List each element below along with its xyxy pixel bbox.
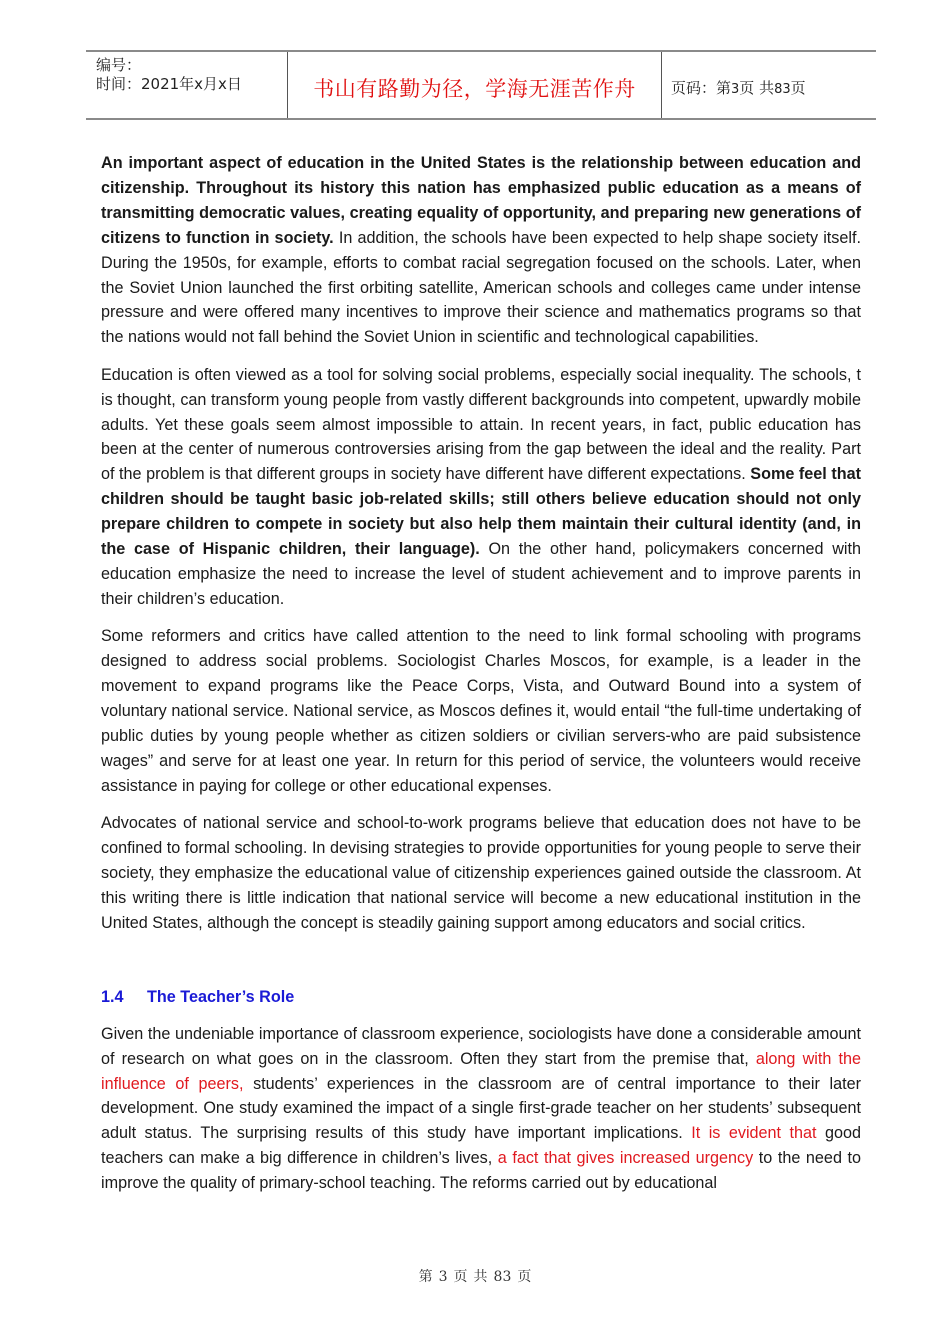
section-number: 1.4 (101, 987, 124, 1006)
page-current: 3 (731, 82, 740, 97)
document-number-label: 编号： (96, 56, 142, 74)
page-mid: 页 共 (739, 79, 775, 97)
document-body (101, 151, 861, 1209)
paragraph-education-citizenship (101, 151, 861, 350)
body-text: good teachers can make a big difference in children’s lives, (101, 1124, 861, 1168)
page-total: 83 (774, 82, 791, 97)
footer-total-prefix: 共 (473, 1269, 488, 1285)
body-text: On the other hand, policymakers concerned with education emphasize the need to increase the level of student achievement and to improve parents in their children’s education. (101, 540, 861, 608)
header-motto-cell (287, 52, 662, 118)
footer-total-pages: 83 (493, 1269, 512, 1285)
footer-current-page: 3 (438, 1269, 448, 1285)
body-text: Given the undeniable importance of classroom experience, sociologists have done a considerable amount of research on what goes on in the classroom. Often they start from the premise that, (101, 1024, 861, 1068)
highlighted-text: It is evident that (691, 1124, 817, 1143)
page-footer (0, 1266, 950, 1286)
page-suffix: 页 (790, 79, 806, 97)
paragraph-national-service: Some reformers and critics have called attention to the need to link formal schooling with programs designed to address social problems. Sociologist Charles Moscos, for example, is a leader in the movement to expand programs like the Peace Corps, Vista, and Outward Bound into a system of voluntary national service. National service, as Moscos defines it, would entail “the full-time undertaking of public duties by young people whether as citizen soldiers or civilian servers-who are paid subsistence wages” and serve for at least one year. In return for this period of service, the volunteers would receive assistance in paying for college or other educational expenses. (101, 627, 861, 795)
highlighted-text: along with the influence of peers, (101, 1049, 861, 1093)
header-page-cell (661, 52, 876, 118)
bold-text: Some feel that children should be taught basic job-related skills; still others believe education should not only prepare children to compete in society but also help them maintain their cultural identity (and, in the case of Hispanic children, their language). (101, 465, 861, 559)
body-text: to the need to improve the quality of primary-school teaching. The reforms carried out by educational (101, 1149, 862, 1193)
highlighted-text: a fact that gives increased urgency (497, 1149, 754, 1168)
page-header (86, 50, 876, 120)
body-text: Education is often viewed as a tool for solving social problems, especially social inequality. The schools, t is thought, can transform young people from vastly different backgrounds into competent, upwardly mobile adults. Yet these goals seem almost impossible to attain. In recent years, in fact, public education has been at the center of numerous controversies arising from the gap between the ideal and the reality. Part of the problem is that different groups in society have different have different expectations. (101, 365, 861, 484)
document-date: 时间：2021年x月x日 (96, 75, 242, 93)
motto: 书山有路勤为径，学海无涯苦作舟 (313, 77, 636, 101)
footer-suffix: 页 (517, 1269, 532, 1285)
paragraph-advocates: Advocates of national service and school-to-work programs believe that education does not have to be confined to formal schooling. In devising strategies to provide opportunities for young people to serve their society, they emphasize the educational value of citizenship experiences gained outside the classroom. At this writing there is little indication that national service will become a new educational institution in the United States, although the concept is steadily gaining support among educators and social critics. (101, 814, 861, 932)
section-title: The Teacher’s Role (147, 987, 295, 1006)
header-meta-cell (86, 52, 287, 118)
footer-prefix: 第 (418, 1269, 433, 1285)
footer-mid: 页 (453, 1269, 468, 1285)
page-prefix: 页码：第 (671, 79, 732, 97)
body-text: In addition, the schools have been expected to help shape society itself. During the 1950s, for example, efforts to combat racial segregation focused on the schools. Later, when the Soviet Union launched the first orbiting satellite, American schools and colleges came under intense pressure and were offered many incentives to improve their science and mathematics programs so that the nations would not fall behind the Soviet Union in scientific and technological capabilities. (101, 228, 861, 347)
paragraph-social-problems (101, 363, 861, 612)
paragraph-teachers-role (101, 1022, 861, 1196)
bold-text: An important aspect of education in the United States is the relationship between education and citizenship. Throughout its history this nation has emphasized public education as a means of transmitting democratic values, creating equality of opportunity, and preparing new generations of citizens to function in society. (101, 154, 861, 247)
section-heading (101, 985, 861, 1009)
header-page-info (671, 77, 806, 98)
body-text: students’ experiences in the classroom are of central importance to their later development. One study examined the impact of a single first-grade teacher on her students’ subsequent adult status. The surprising results of this study have important implications. (101, 1074, 861, 1143)
